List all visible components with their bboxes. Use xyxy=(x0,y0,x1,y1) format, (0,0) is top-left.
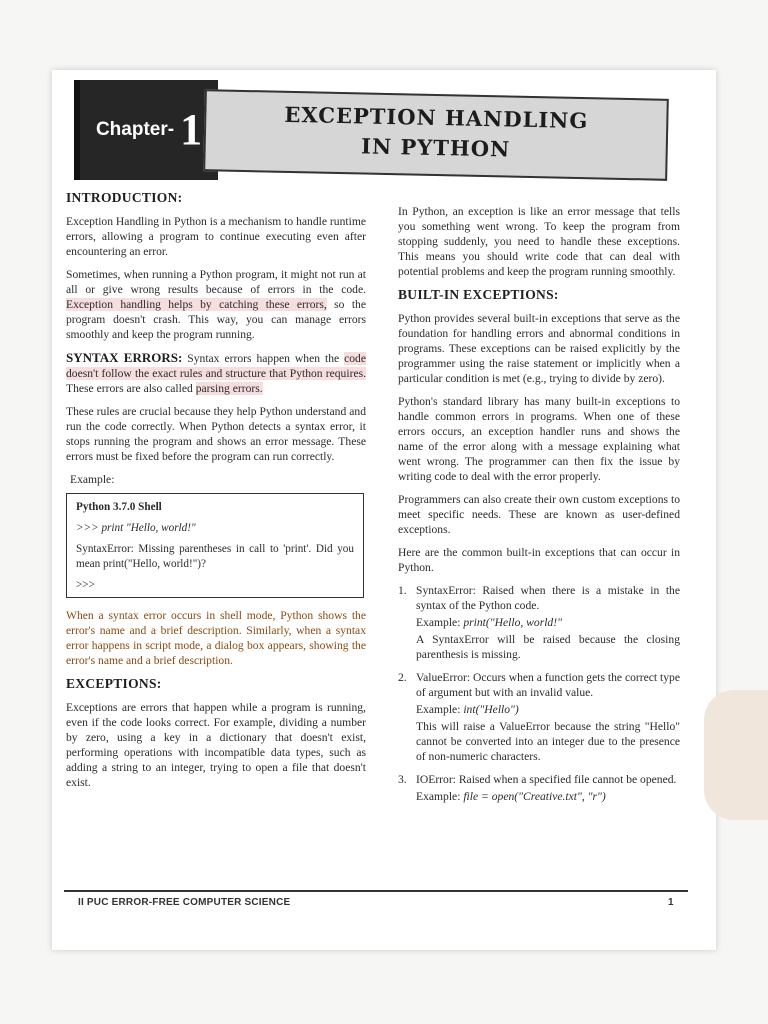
list-item-note: A SyntaxError will be raised because the closing parenthesis is missing. xyxy=(416,633,680,661)
book-page xyxy=(52,70,716,950)
list-item-text: ValueError: Occurs when a function gets the correct type of argument but with an invalid value. xyxy=(416,671,680,699)
syntax-errors-paragraph xyxy=(66,350,366,396)
exception-list xyxy=(398,583,680,804)
builtin-exceptions-heading: BUILT-IN EXCEPTIONS: xyxy=(398,287,559,302)
example-prefix: Example: xyxy=(416,616,464,629)
example-code: int("Hello") xyxy=(463,703,519,716)
shell-command: >>> print "Hello, world!" xyxy=(76,522,196,534)
syntax-p1-part-a: Syntax errors happen when the xyxy=(182,352,345,365)
list-item xyxy=(398,670,680,764)
exceptions-paragraph: Exceptions are errors that happen while a program is running, even if the code looks correct. For example, dividing a number by zero, using a key in a dictionary that doesn't exist, performing operations with incompatible data types, such as adding a string to an integer, trying to open a file that doesn't exist. xyxy=(66,701,366,789)
shell-error: SyntaxError: Missing parentheses in call to 'print'. Did you mean print("Hello, world!")? xyxy=(76,543,354,570)
chapter-title-box xyxy=(203,89,669,181)
left-column xyxy=(66,190,366,798)
right-paragraph-4: Programmers can also create their own custom exceptions to meet specific needs. These are known as user-defined exceptions. xyxy=(398,493,680,536)
list-item-example xyxy=(416,702,680,717)
intro-p2-part-a: Sometimes, when running a Python program, it might not run at all or give wrong results because of errors in the code. xyxy=(66,268,366,296)
chapter-title-line-2: IN PYTHON xyxy=(360,133,511,162)
syntax-p1-part-c: These errors are also called xyxy=(66,382,196,395)
example-code: file = open("Creative.txt", "r") xyxy=(463,790,606,803)
right-paragraph-1: In Python, an exception is like an error message that tells you something went wrong. To keep the program from stopping suddenly, you need to handle these exceptions. This means you should write code that can deal with potential problems and keep the program running smoothly. xyxy=(398,205,680,278)
list-item-text: IOError: Raised when a specified file cannot be opened. xyxy=(416,773,677,786)
list-item-number: 3. xyxy=(398,773,407,786)
syntax-p1-parsing: parsing errors. xyxy=(195,382,263,395)
list-item-number: 1. xyxy=(398,584,407,597)
list-item xyxy=(398,772,680,804)
shell-prompt: >>> xyxy=(76,579,95,591)
right-column xyxy=(398,204,680,812)
intro-p2-part-c: so the program doesn't crash. This way, you can manage errors smoothly and keep the program running. xyxy=(66,298,366,341)
right-paragraph-3: Python's standard library has many built-in exceptions to handle common errors in programs. When one of these errors occurs, an exception handler runs and shows the name of the error along with a message explaining what went wrong. The programmer can then fix the issue by writing code to deal with the error properly. xyxy=(398,395,680,483)
list-item-note: This will raise a ValueError because the string "Hello" cannot be converted into an integer due to the presence of non-numeric characters. xyxy=(416,720,680,763)
example-label: Example: xyxy=(70,473,115,486)
list-item-text: SyntaxError: Raised when there is a mistake in the syntax of the Python code. xyxy=(416,584,680,612)
list-item xyxy=(398,583,680,662)
chapter-label: Chapter- xyxy=(95,119,175,140)
chapter-badge xyxy=(74,80,218,180)
after-shell-paragraph: When a syntax error occurs in shell mode, Python shows the error's name and a brief description. Similarly, when a syntax error happens in script mode, a dialog box appears, showing the error's name and a brief description. xyxy=(66,609,366,667)
example-code: print("Hello, world!" xyxy=(463,616,562,629)
list-item-example xyxy=(416,615,680,630)
intro-paragraph-1: Exception Handling in Python is a mechanism to handle runtime errors, allowing a program to continue executing even after encountering an error. xyxy=(66,215,366,258)
intro-p2-highlight: Exception handling helps by catching these errors, xyxy=(66,298,327,311)
footer-rule xyxy=(64,890,688,892)
exceptions-heading: EXCEPTIONS: xyxy=(66,676,162,691)
right-paragraph-5: Here are the common built-in exceptions that can occur in Python. xyxy=(398,546,680,574)
chapter-title-line-1: EXCEPTION HANDLING xyxy=(284,101,589,134)
syntax-errors-heading: SYNTAX ERRORS: xyxy=(66,350,183,365)
footer-book-title: II PUC ERROR-FREE COMPUTER SCIENCE xyxy=(78,897,291,908)
chapter-number: 1 xyxy=(180,105,203,154)
list-item-example xyxy=(416,789,676,804)
example-prefix: Example: xyxy=(416,703,464,716)
syntax-paragraph-2: These rules are crucial because they help Python understand and run the code correctly. When Python detects a syntax error, it stops running the program and shows an error message. These errors must be fixed before the program can run correctly. xyxy=(66,405,366,463)
python-shell-box xyxy=(66,493,364,598)
page-number: 1 xyxy=(668,897,674,908)
introduction-heading: INTRODUCTION: xyxy=(66,190,183,205)
right-paragraph-2: Python provides several built-in exceptions that serve as the foundation for handling errors and abnormal conditions in programs. These exceptions can be raised explicitly by the programmer using the raise statement or implicitly when a particular condition is met (e.g., trying to divide by zero). xyxy=(398,312,680,385)
thumb-edge xyxy=(704,690,768,820)
shell-title: Python 3.7.0 Shell xyxy=(76,501,162,513)
syntax-p1-highlight: code doesn't follow the exact rules and structure that Python requires. xyxy=(66,352,366,380)
chapter-header xyxy=(62,76,722,188)
example-prefix: Example: xyxy=(416,790,464,803)
intro-paragraph-2 xyxy=(66,267,366,342)
list-item-number: 2. xyxy=(398,671,407,684)
